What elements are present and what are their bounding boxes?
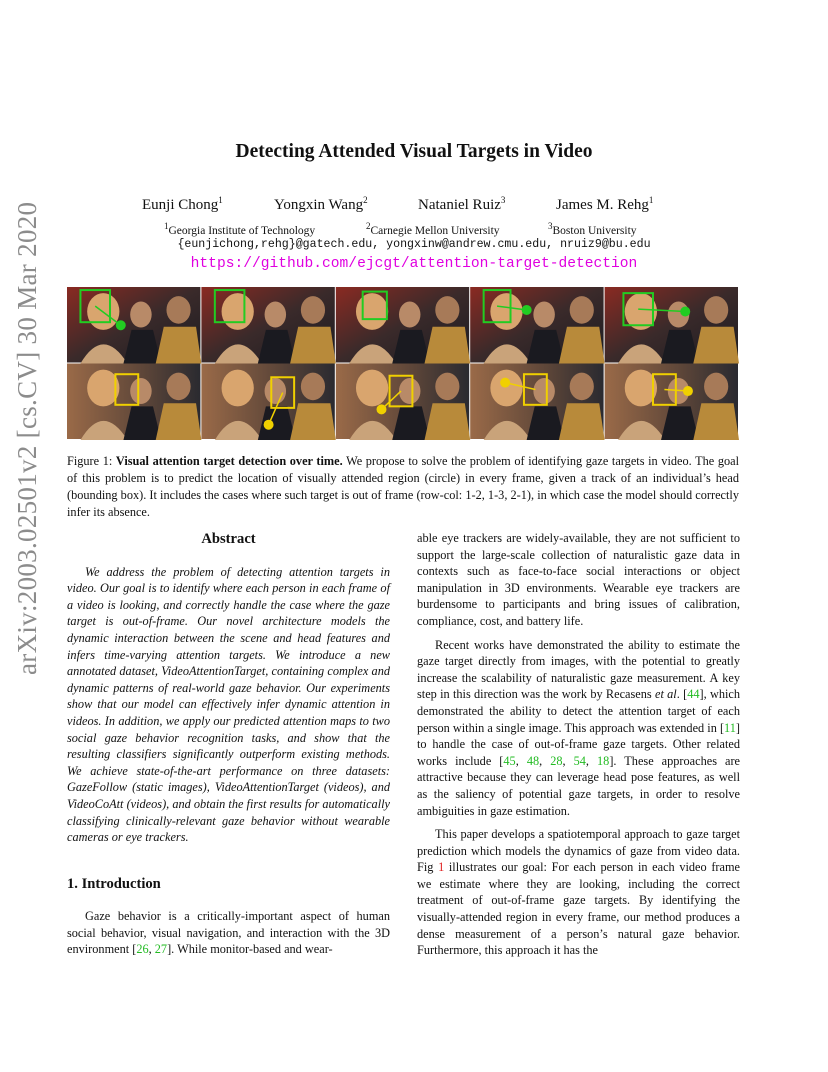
video-frame bbox=[605, 364, 739, 441]
abstract-heading: Abstract bbox=[201, 531, 256, 547]
citation-link[interactable]: 27 bbox=[154, 942, 168, 957]
woman-head bbox=[222, 370, 254, 407]
gaze-target-circle bbox=[376, 404, 386, 414]
left-column bbox=[67, 530, 390, 965]
second-man-head bbox=[166, 373, 190, 401]
arxiv-stamp-text: arXiv:2003.02501v2 [cs.CV] 30 Mar 2020 bbox=[12, 201, 42, 675]
gaze-target-circle bbox=[116, 320, 126, 330]
gaze-target-circle bbox=[680, 306, 690, 316]
gold-jacket bbox=[156, 403, 202, 440]
video-frame bbox=[336, 287, 470, 364]
figure-reference-link[interactable]: 1 bbox=[438, 860, 445, 875]
gaze-target-circle bbox=[683, 386, 693, 396]
second-man-head bbox=[570, 373, 594, 401]
author-4: James M. Rehg$^1$ bbox=[556, 195, 654, 213]
citation-link[interactable]: 18 bbox=[597, 753, 610, 768]
woman-head bbox=[356, 370, 388, 407]
man-head bbox=[533, 378, 555, 404]
author-2: Yongxin Wang$^2$ bbox=[274, 195, 368, 213]
citation-link[interactable]: 45 bbox=[503, 753, 516, 768]
second-man-head bbox=[704, 296, 728, 324]
woman-head bbox=[356, 293, 388, 330]
second-man-head bbox=[166, 296, 190, 324]
citation-link[interactable]: 28 bbox=[550, 753, 563, 768]
woman-head bbox=[490, 370, 522, 407]
citation-link[interactable]: 26 bbox=[136, 942, 149, 957]
second-man-head bbox=[301, 296, 325, 324]
right-column bbox=[417, 530, 740, 966]
gaze-target-circle bbox=[264, 420, 274, 430]
man-head bbox=[265, 302, 287, 328]
gold-jacket bbox=[290, 403, 336, 440]
abstract-body: We address the problem of detecting attention targets in video. Our goal is to identify where each person in each frame of a video is looking, and correctly handle the case where the gaze target is out-of-frame. Our novel architecture models the dynamic interaction between the scene and head features and infers time-varying attention targets. We introduce a new annotated dataset, VideoAttentionTarget, containing complex and dynamic patterns of real-world gaze behavior. Our experiments show that our model can effectively infer dynamic attention in videos. In addition, we apply our predicted attention maps to two social gaze behavior recognition tasks, and show that the resulting classifiers significantly outperform existing methods. We achieve state-of-the-art performance on three datasets: GazeFollow (static images), VideoAttentionTarget (videos), and VideoCoAtt (videos), and obtain the first results for automatically classifying clinically-relevant gaze behavior without wearable cameras or eye trackers. bbox=[67, 564, 390, 845]
man-head bbox=[130, 378, 152, 404]
video-frame bbox=[470, 287, 604, 364]
second-man-head bbox=[435, 296, 459, 324]
second-man-head bbox=[570, 296, 594, 324]
video-frame bbox=[470, 364, 604, 441]
author-emails: {eunjichong,rehg}@gatech.edu, yongxinw@andrew.cmu.edu, nruiz9@bu.edu bbox=[177, 238, 651, 251]
second-man-head bbox=[435, 373, 459, 401]
figure-1-caption: Figure 1: Visual attention target detection over time. We propose to solve the problem of identifying gaze targets in video. The goal of this problem is to predict the location of visually attended region (circle) in every frame, given a track of an individual’s head (bounding box). It includes the cases where such target is out of frame (row-col: 1-2, 1-3, 2-1), in which case the model should correctly infer its absence. bbox=[67, 454, 739, 519]
video-frame bbox=[201, 287, 335, 364]
gold-jacket bbox=[425, 327, 471, 364]
woman-head bbox=[222, 293, 254, 330]
gaze-target-circle bbox=[522, 305, 532, 315]
citation-link[interactable]: 11 bbox=[724, 720, 736, 735]
author-3: Nataniel Ruiz$^3$ bbox=[418, 195, 506, 213]
video-frame bbox=[67, 364, 201, 441]
woman-head bbox=[490, 293, 522, 330]
github-link[interactable]: https://github.com/ejcgt/attention-target-detection bbox=[190, 256, 638, 272]
man-head bbox=[399, 378, 421, 404]
second-man-head bbox=[704, 373, 728, 401]
video-frame bbox=[201, 364, 335, 441]
gold-jacket bbox=[425, 403, 471, 440]
video-frame bbox=[605, 287, 739, 364]
figure-1-frames bbox=[67, 287, 739, 440]
intro-paragraph-2: Recent works have demonstrated the ability to estimate the gaze target directly from images, with the potential to greatly increase the scalability of naturalistic gaze measurement. A key step in this direction was the work by Recasens et al. [44], which demonstrated the ability to detect the attention target of each person within a single image. This approach was extended in [11] to handle the case of out-of-frame gaze targets. Other related works include [45, 48, 28, 54, 18]. These approaches are attractive because they can leverage head pose features, as well as the saliency of potential gaze targets, in order to resolve ambiguities in gaze estimation. bbox=[417, 637, 741, 818]
man-head bbox=[265, 378, 287, 404]
gaze-target-circle bbox=[500, 378, 510, 388]
intro-paragraph-3: This paper develops a spatiotemporal approach to gaze target prediction which models the dynamics of gaze from video data. Fig 1 illustrates our goal: For each person in each video frame we estimate where they are looking, including the correct treatment of out-of-frame gaze targets. By identifying the visually-attended region in every frame, our method produces a dense measurement of a person’s natural gaze behavior. Furthermore, this approach it has the bbox=[417, 827, 740, 958]
citation-link[interactable]: 54 bbox=[573, 753, 586, 768]
introduction-heading: 1. Introduction bbox=[67, 875, 161, 892]
man-head bbox=[533, 302, 555, 328]
video-frame bbox=[336, 364, 470, 441]
man-head bbox=[399, 302, 421, 328]
author-1: Eunji Chong$^1$ bbox=[142, 195, 223, 213]
gold-jacket bbox=[156, 327, 202, 364]
second-man-head bbox=[301, 373, 325, 401]
citation-link[interactable]: 48 bbox=[526, 753, 540, 768]
intro-paragraph-1: Gaze behavior is a critically-important aspect of human social behavior, visual navigation, and interaction with the 3D environment [26, 27]. While monitor-based and wear- bbox=[67, 909, 390, 957]
gold-jacket bbox=[290, 327, 336, 364]
affiliation-1: $^1$Georgia Institute of Technology bbox=[164, 221, 316, 237]
intro-paragraph-continued: able eye trackers are widely-available, they are not sufficient to support the large-scale collection of naturalistic gaze data in contexts such as face-to-face social interactions or object manipulation in 3D environments. Wearable eye trackers are burdensome to participants and bring issues of calibration, compliance, cost, and battery life. bbox=[417, 531, 740, 628]
man-head bbox=[130, 302, 152, 328]
affiliation-2: $^2$Carnegie Mellon University bbox=[366, 221, 500, 237]
citation-link[interactable]: 44 bbox=[687, 687, 700, 702]
video-frame bbox=[67, 287, 201, 364]
affiliation-3: $^3$Boston University bbox=[548, 221, 637, 237]
paper-title: Detecting Attended Visual Targets in Video bbox=[235, 141, 593, 162]
